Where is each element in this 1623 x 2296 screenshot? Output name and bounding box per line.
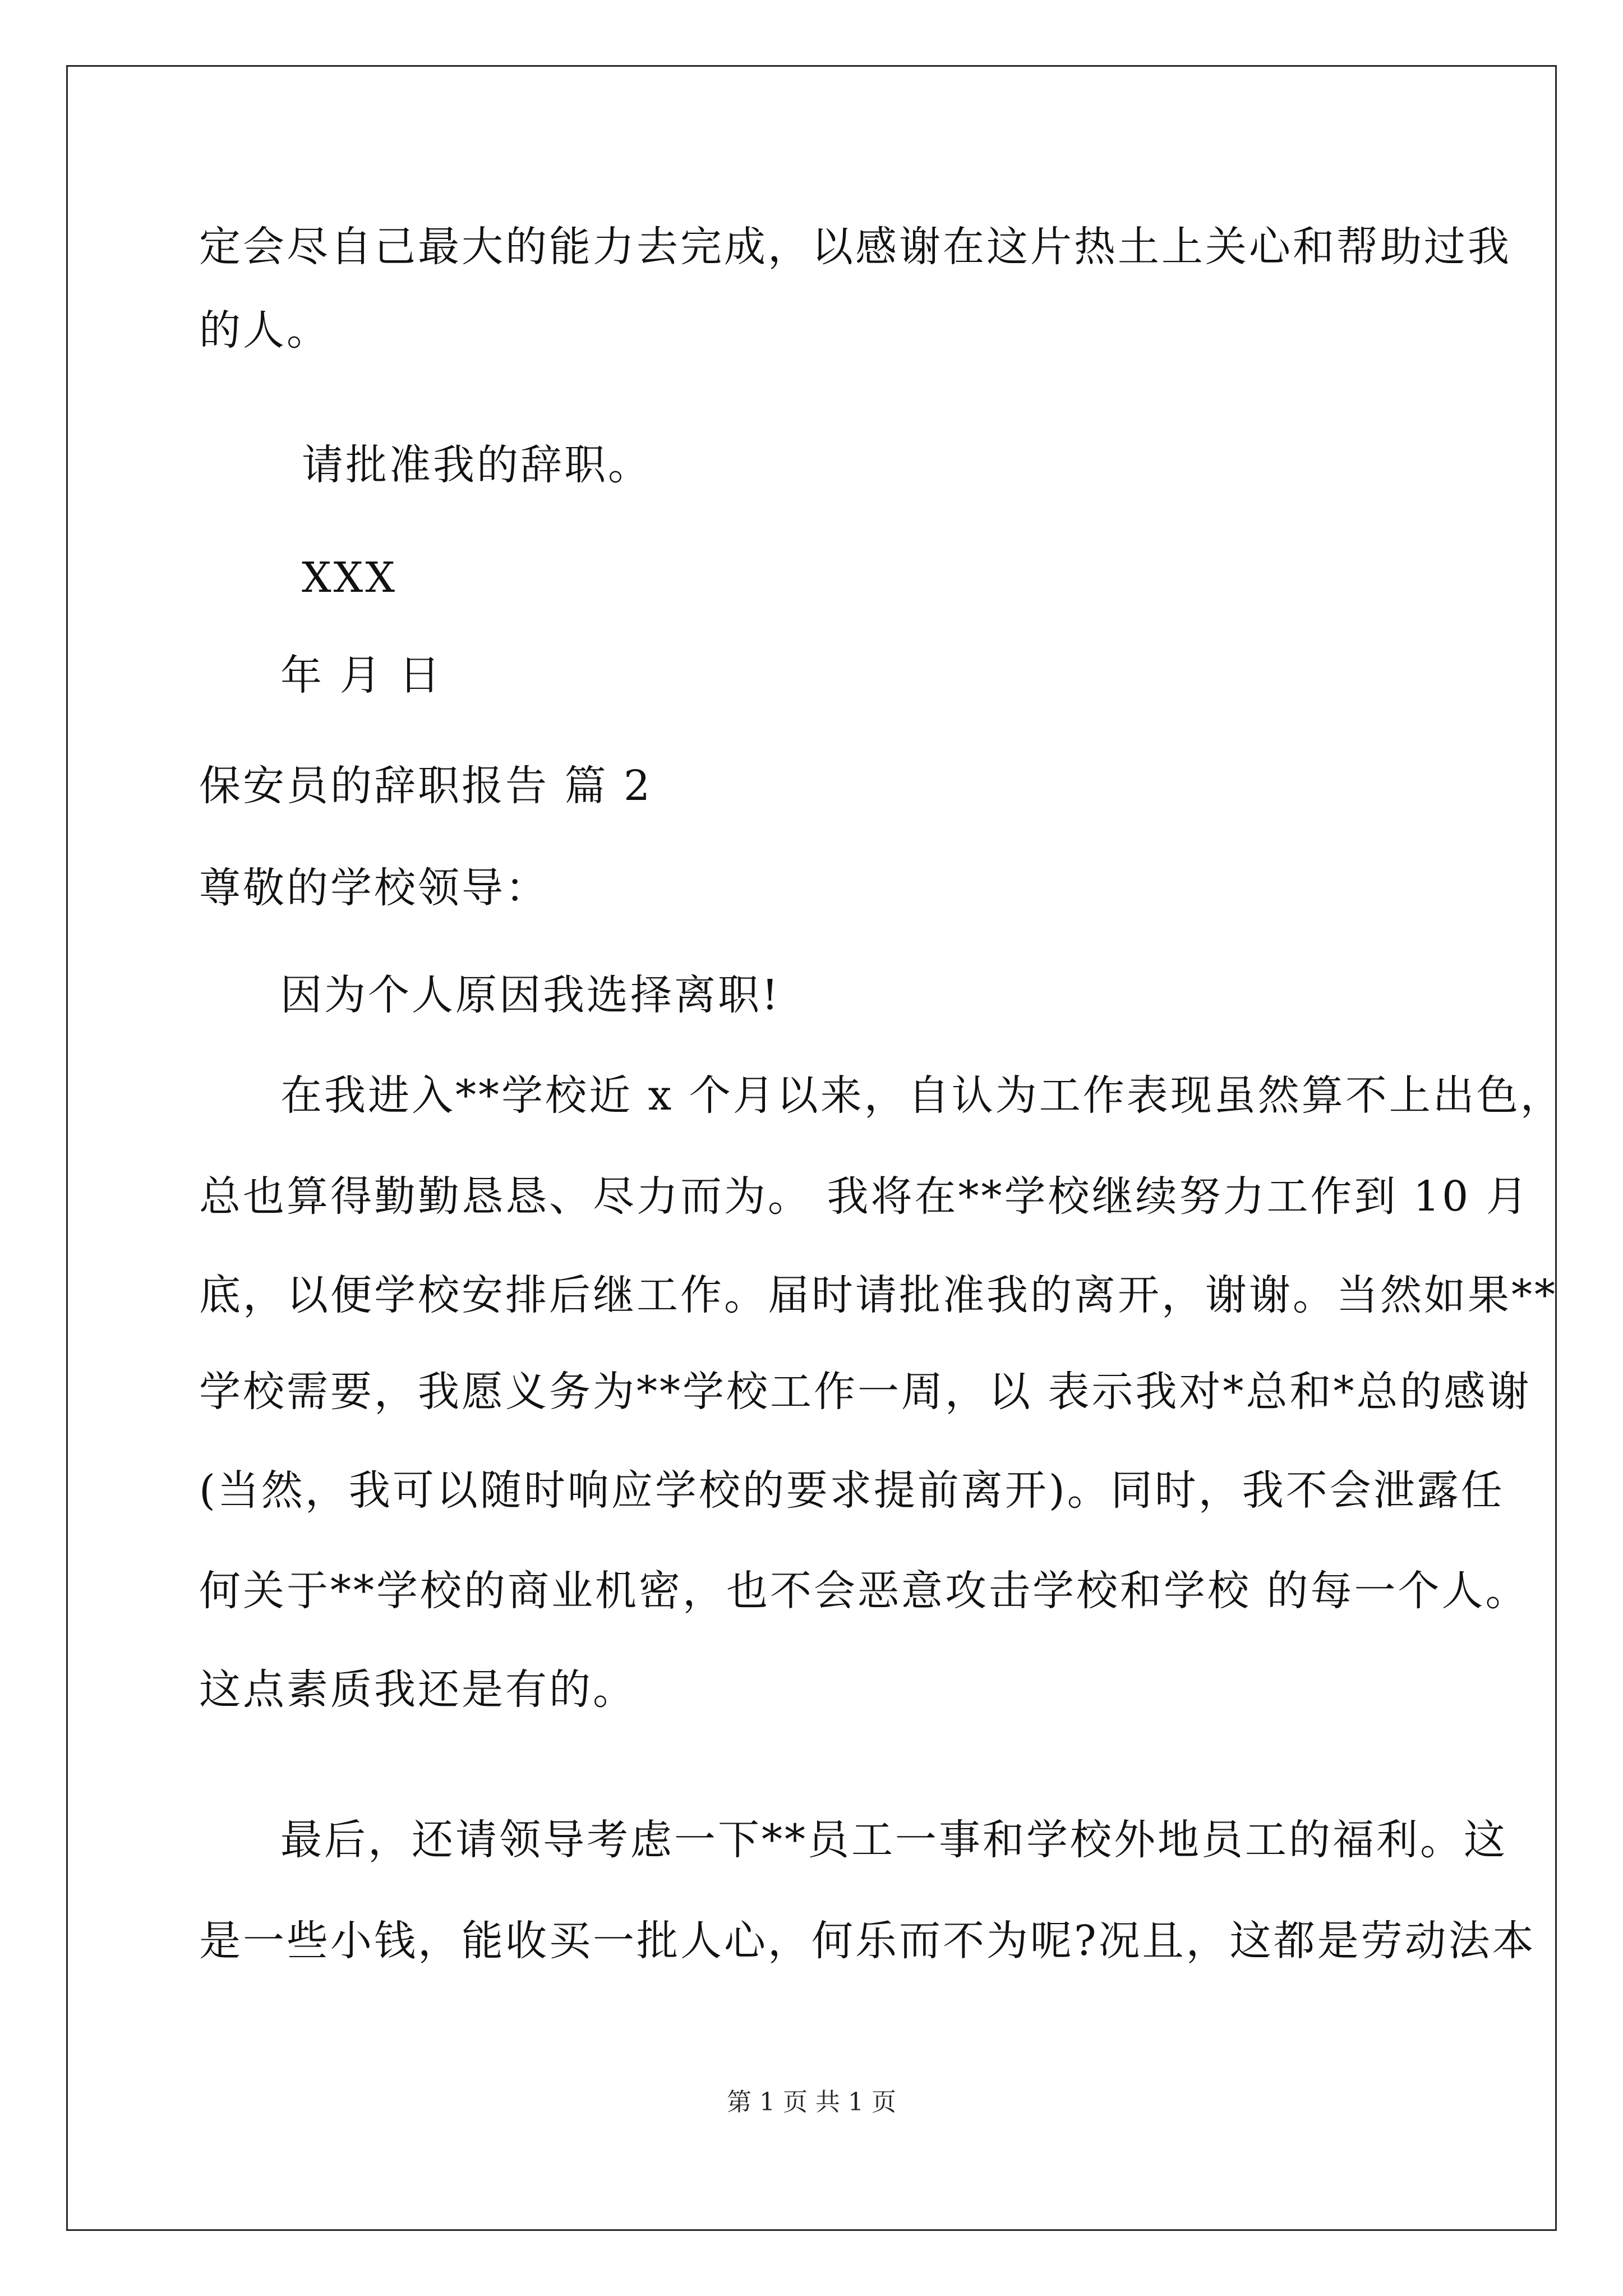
date-line: 年 月 日 xyxy=(280,651,443,700)
page-border xyxy=(66,65,1557,2231)
body-line-8: 因为个人原因我选择离职! xyxy=(280,971,781,1019)
body-line-12: 学校需要，我愿义务为**学校工作一周，以 表示我对*总和*总的感谢 xyxy=(199,1368,1532,1416)
body-line-2: 的人。 xyxy=(199,306,330,355)
body-line-13: (当然，我可以随时响应学校的要求提前离开)。同时，我不会泄露任 xyxy=(199,1466,1505,1515)
body-line-16: 最后，还请领导考虑一下**员工一事和学校外地员工的福利。这 xyxy=(280,1816,1507,1864)
body-line-14: 何关于**学校的商业机密，也不会恶意攻击学校和学校 的每一个人。 xyxy=(199,1567,1529,1615)
page-footer: 第 1 页 共 1 页 xyxy=(727,2088,896,2116)
body-line-11: 底，以便学校安排后继工作。届时请批准我的离开，谢谢。当然如果** xyxy=(199,1271,1557,1319)
body-line-15: 这点素质我还是有的。 xyxy=(199,1665,637,1714)
request-approval-line: 请批准我的辞职。 xyxy=(302,441,652,489)
body-line-10: 总也算得勤勤恳恳、尽力而为。 我将在**学校继续努力工作到 10 月 xyxy=(199,1172,1530,1221)
body-line-9: 在我进入**学校近 x 个月以来，自认为工作表现虽然算不上出色， xyxy=(280,1071,1564,1120)
body-line-1: 定会尽自己最大的能力去完成，以感谢在这片热土上关心和帮助过我 xyxy=(199,223,1511,271)
salutation: 尊敬的学校领导： xyxy=(199,864,549,912)
signature-name: XXX xyxy=(302,554,398,602)
section-heading: 保安员的辞职报告 篇 2 xyxy=(199,762,653,810)
body-line-17: 是一些小钱，能收买一批人心，何乐而不为呢?况且，这都是劳动法本 xyxy=(199,1917,1536,1965)
